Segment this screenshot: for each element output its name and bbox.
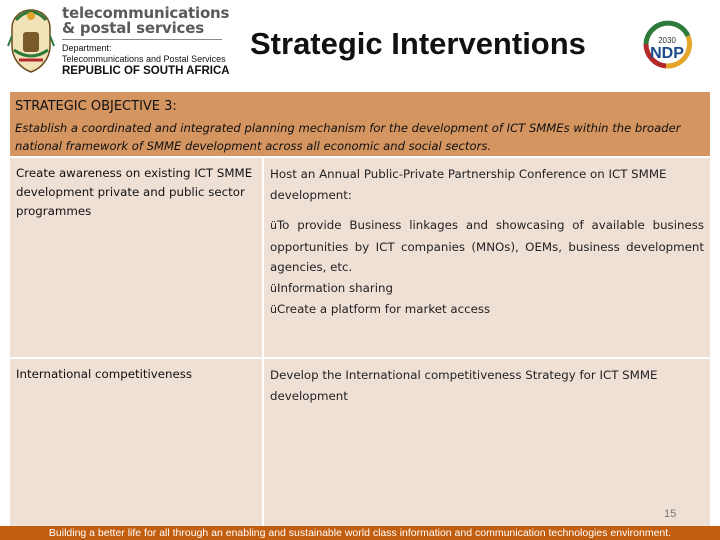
action-intro: Develop the International competitiveness Strategy for ICT SMME development: [270, 368, 658, 403]
checkmark-icon: ü: [270, 281, 277, 295]
objective-banner: [10, 92, 710, 156]
bullet-text: Create a platform for market access: [276, 302, 491, 316]
table-row: [10, 158, 710, 357]
footer-banner: Building a better life for all through an enabling and sustainable world class information and communication technologies environment.: [0, 526, 720, 540]
intervention-label: Create awareness on existing ICT SMME development private and public sector programmes: [16, 166, 253, 218]
table-cell-intervention: [10, 359, 262, 526]
checkmark-icon: ü: [270, 219, 277, 232]
dept-label: Department:: [62, 43, 112, 53]
dept-name-line1: telecommunications: [62, 4, 230, 22]
page-number: 15: [664, 508, 677, 520]
table-row: [10, 359, 710, 526]
list-item: [270, 278, 704, 300]
objective-text: Establish a coordinated and integrated planning mechanism for the development of ICT SMMEs within the broader national framework of SMME development across all economic and social sectors.: [15, 121, 681, 153]
table-cell-intervention: [10, 158, 262, 357]
intervention-label: International competitiveness: [16, 367, 193, 381]
header: [0, 0, 720, 90]
checkmark-icon: ü: [270, 303, 277, 316]
ndp-text: NDP: [650, 45, 684, 62]
coat-of-arms-logo: [6, 6, 56, 76]
table-cell-action: [264, 359, 710, 526]
bullet-text: To provide Business linkages and showcasing of available business opportunities by ICT companies (MNOs), OEMs, business development agencies, etc.: [270, 218, 704, 274]
dept-full-name: Telecommunications and Postal Services: [62, 54, 226, 64]
action-intro: Host an Annual Public-Private Partnership Conference on ICT SMME development:: [270, 167, 667, 202]
list-item: [270, 215, 704, 278]
divider: [62, 39, 222, 40]
country-name: REPUBLIC OF SOUTH AFRICA: [62, 65, 230, 77]
department-logo: [62, 6, 252, 78]
bullet-text: Information sharing: [276, 280, 393, 295]
dept-name-line2: & postal services: [62, 19, 204, 37]
list-item: [270, 299, 704, 321]
table-cell-action: [264, 158, 710, 357]
ndp-year: 2030: [658, 36, 676, 45]
ndp-logo: [636, 14, 698, 72]
objective-title: STRATEGIC OBJECTIVE 3:: [15, 99, 177, 114]
page-title: Strategic Interventions: [250, 26, 586, 61]
